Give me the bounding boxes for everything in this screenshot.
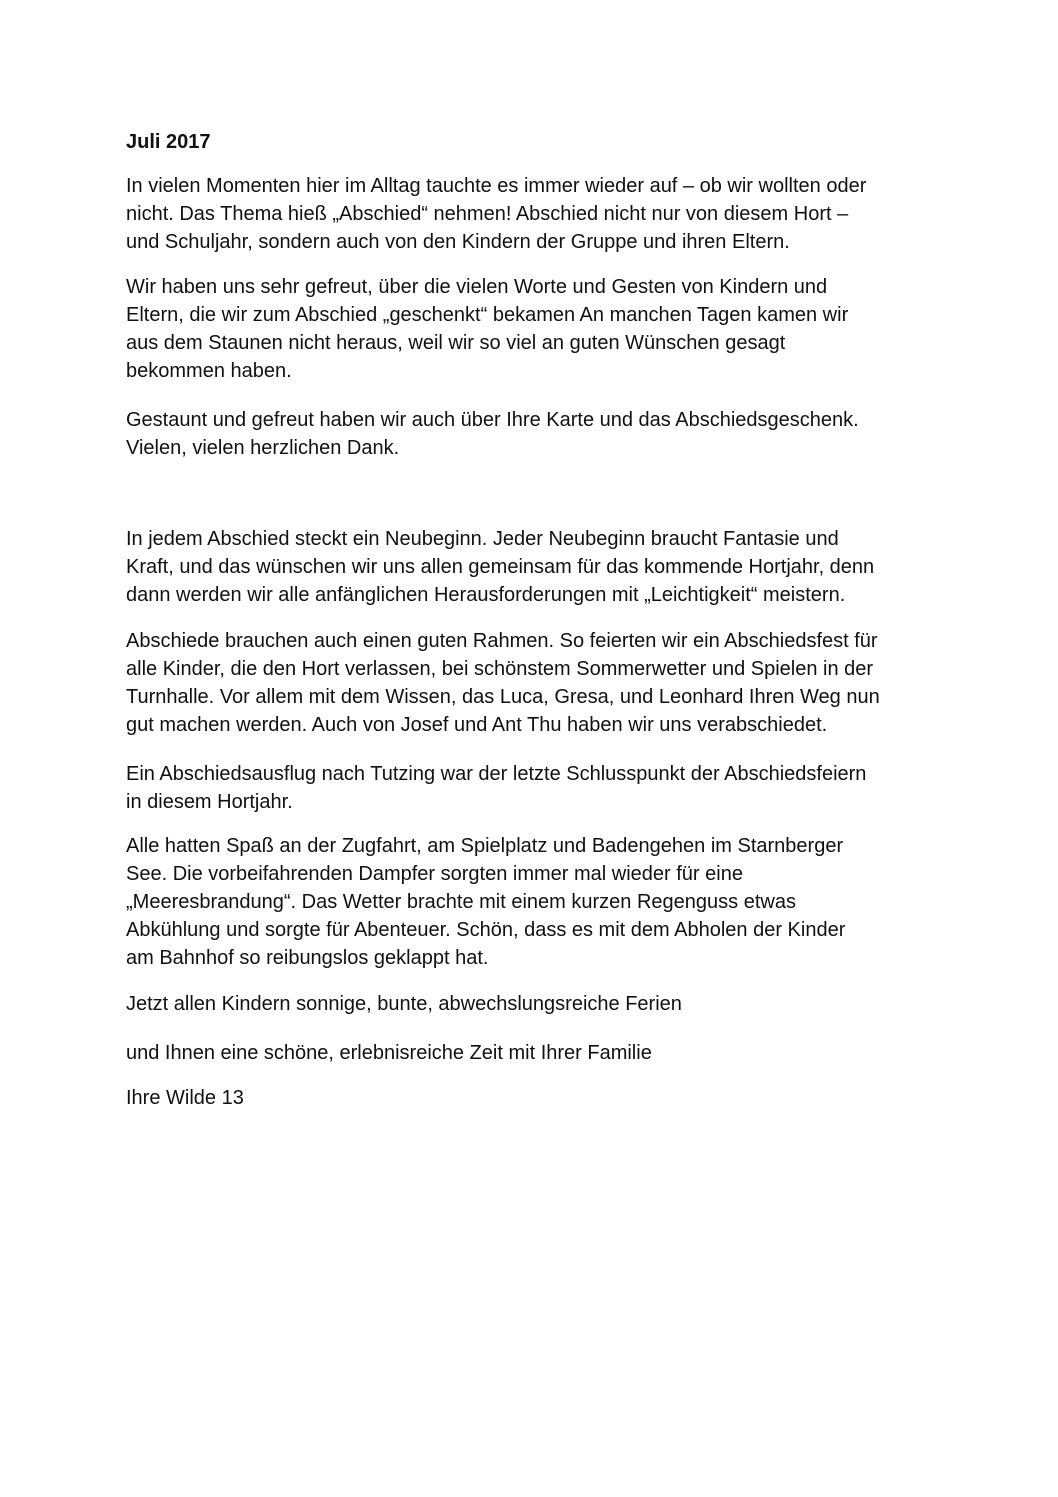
paragraph-new-beginning: In jedem Abschied steckt ein Neubeginn. Jeder Neubeginn braucht Fantasie und Kraft, und das wünschen wir uns allen gemeinsam für das kommende Hortjahr, denn dann werden wir alle anfänglichen Herausforderungen mit „Leichtigkeit“ meistern. [126,528,875,606]
paragraph-holiday-wish: Jetzt allen Kindern sonnige, bunte, abwechslungsreiche Ferien [126,993,682,1015]
paragraph-trip-details: Alle hatten Spaß an der Zugfahrt, am Spielplatz und Badengehen im Starnberger See. Die vorbeifahrenden Dampfer sorgten immer mal wieder für eine „Meeresbrandung“. Das Wetter brachte mit einem kurzen Regenguss etwas Abkühlung und sorgte für Abenteuer. Schön, dass es mit dem Abholen der Kinder am Bahnhof so reibungslos geklappt hat. [126,835,846,969]
paragraph-thanks-words: Wir haben uns sehr gefreut, über die vielen Worte und Gesten von Kindern und Eltern, die wir zum Abschied „geschenkt“ bekamen An manchen Tagen kamen wir aus dem Staunen nicht heraus, weil wir so viel an guten Wünschen gesagt bekommen haben. [126,276,849,382]
paragraph-farewell-party: Abschiede brauchen auch einen guten Rahmen. So feierten wir ein Abschiedsfest für alle Kinder, die den Hort verlassen, bei schönstem Sommerwetter und Spielen in der Turnhalle. Vor allem mit dem Wissen, das Luca, Gresa, und Leonhard Ihren Weg nun gut machen werden. Auch von Josef und Ant Thu haben wir uns verabschiedet. [126,630,880,736]
paragraph-farewell-theme: In vielen Momenten hier im Alltag tauchte es immer wieder auf – ob wir wollten oder nicht. Das Thema hieß „Abschied“ nehmen! Abschied nicht nur von diesem Hort – und Schuljahr, sondern auch von den Kindern der Gruppe und ihren Eltern. [126,175,867,253]
paragraph-card-gift: Gestaunt und gefreut haben wir auch über Ihre Karte und das Abschiedsgeschenk. Vielen, vielen herzlichen Dank. [126,409,859,459]
paragraph-family-wish: und Ihnen eine schöne, erlebnisreiche Zeit mit Ihrer Familie [126,1042,652,1064]
paragraph-excursion: Ein Abschiedsausflug nach Tutzing war der letzte Schlusspunkt der Abschiedsfeiern in diesem Hortjahr. [126,763,867,813]
signature: Ihre Wilde 13 [126,1087,244,1109]
date-heading: Juli 2017 [126,131,211,153]
